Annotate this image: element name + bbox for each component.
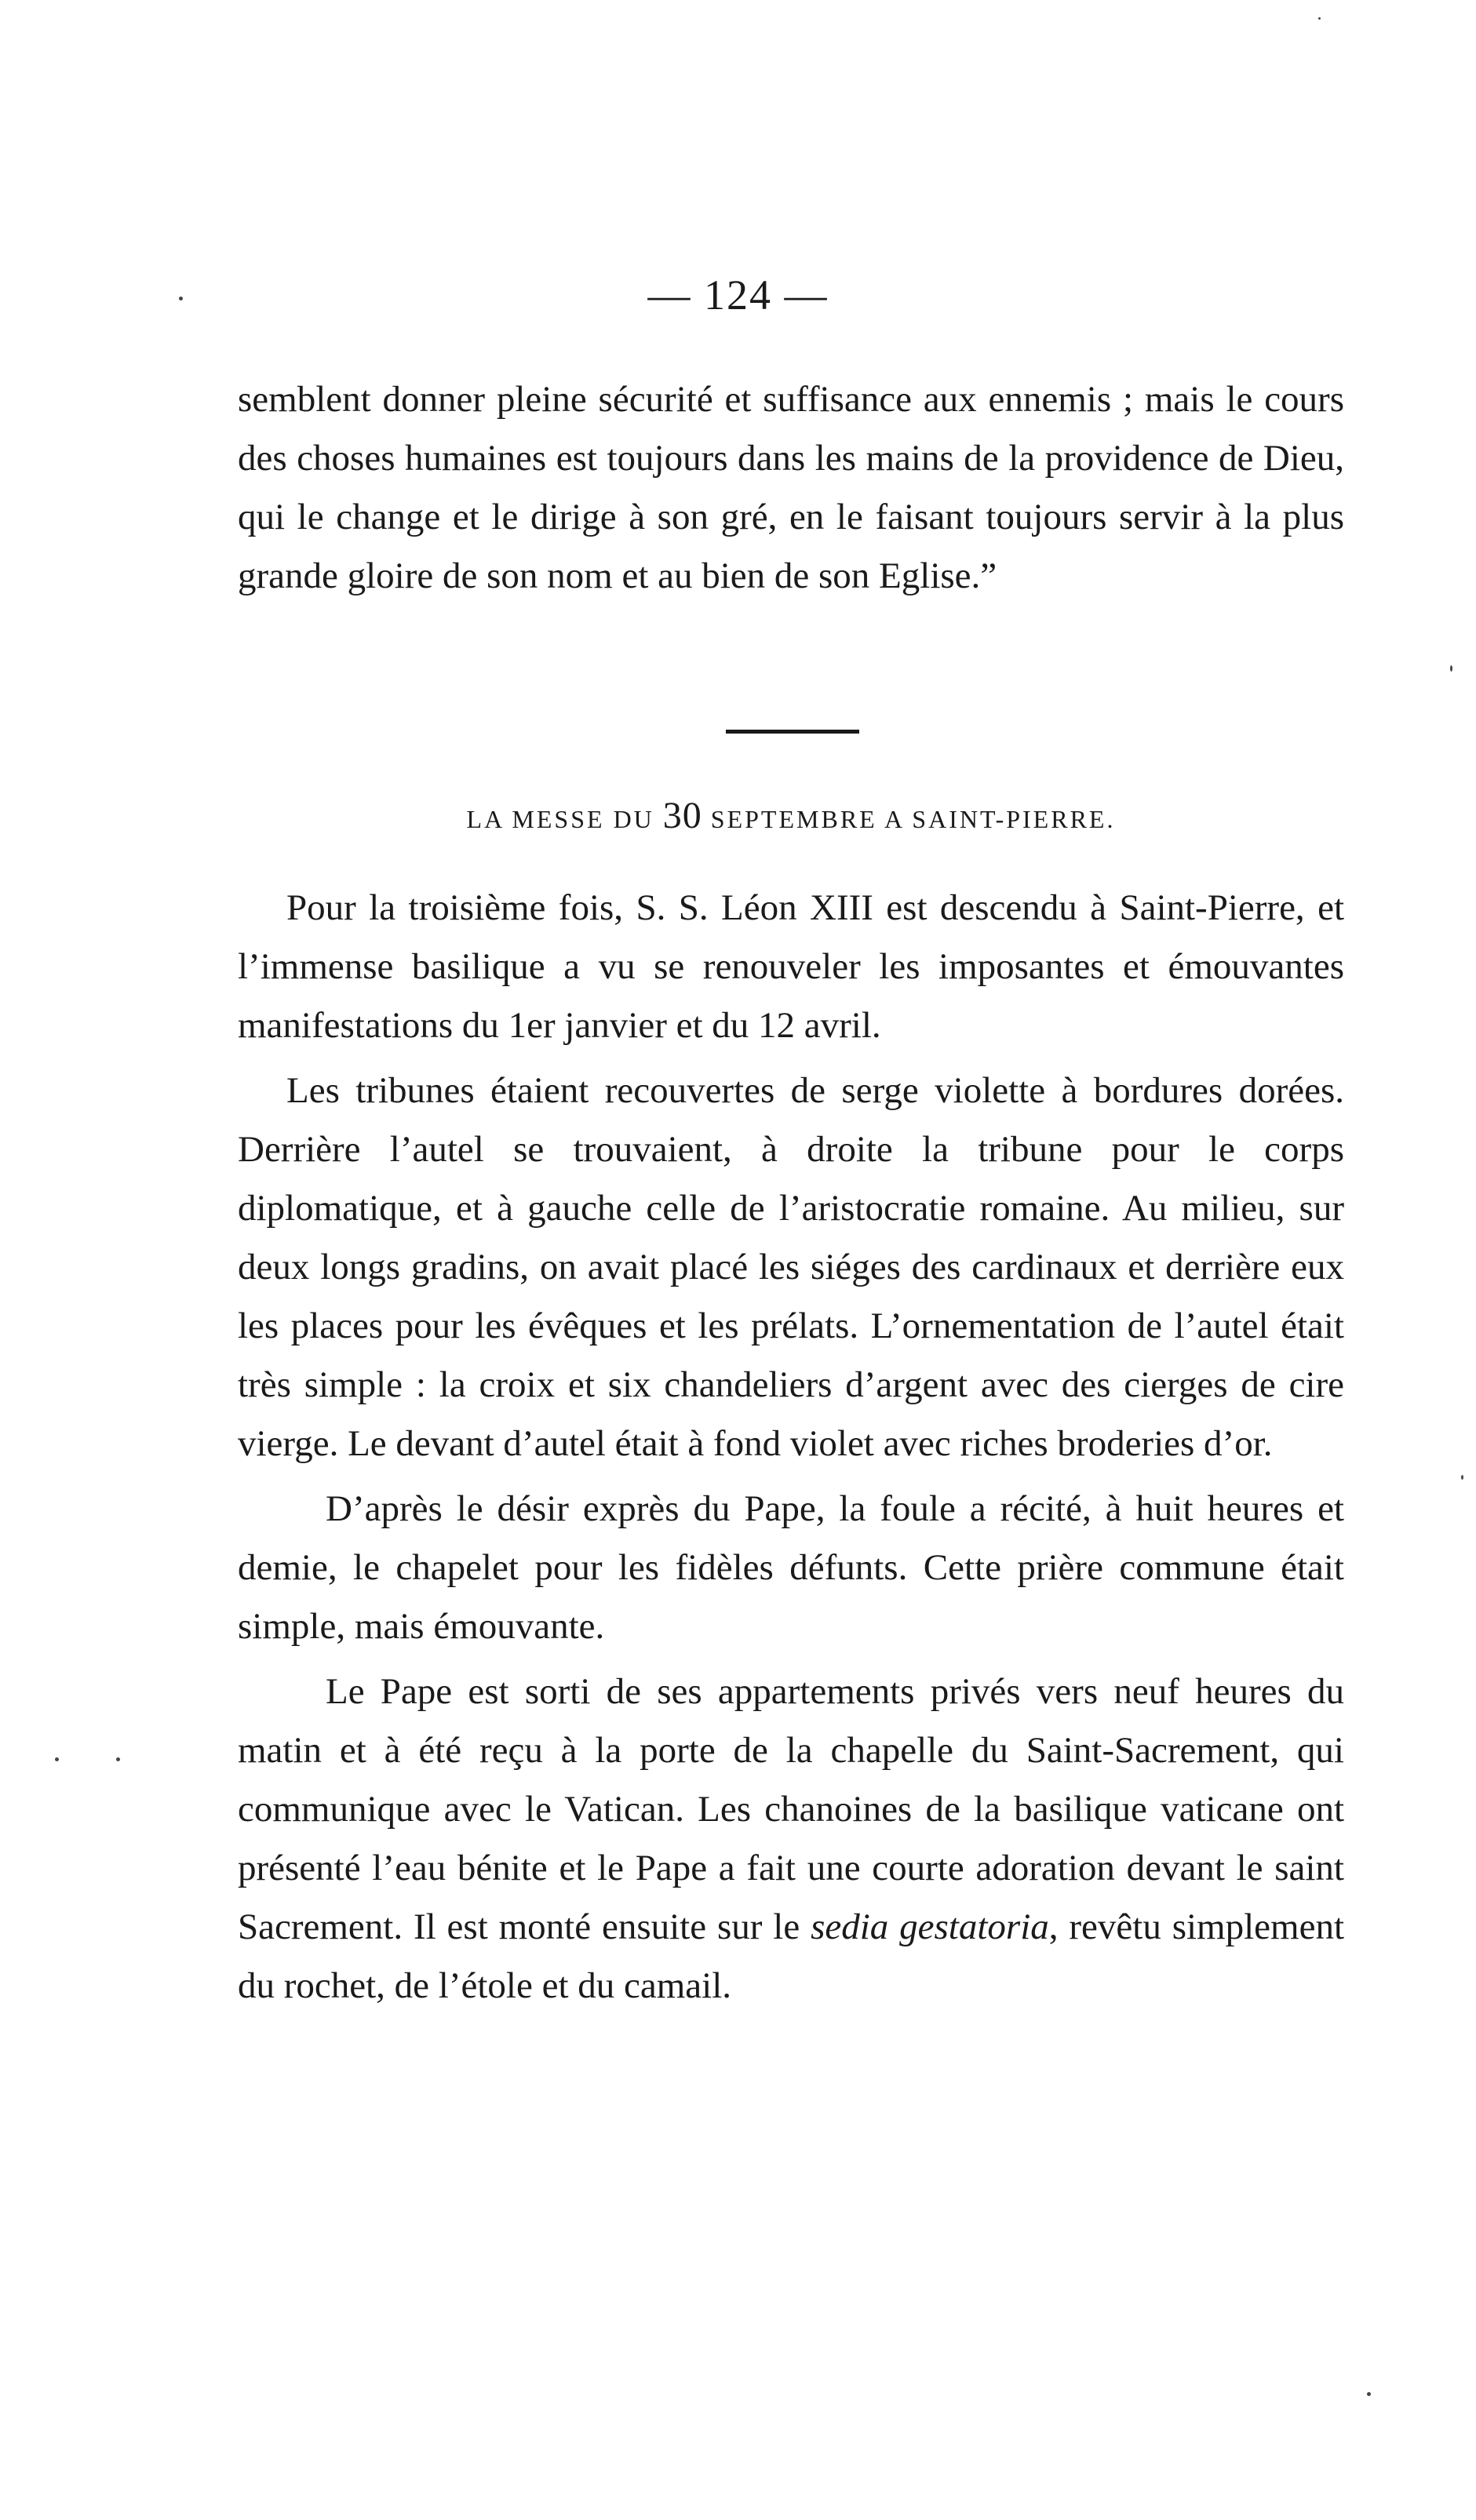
body-paragraph: Pour la troisième fois, S. S. Léon XIII est descendu à Saint-Pierre, et l’immense basilique a vu se renouveler les imposantes et émouvantes manifestations du 1er janvier et du 12 avril. <box>238 887 1344 1046</box>
section-heading-number: 30 <box>662 795 702 836</box>
scan-speck <box>1461 1475 1463 1480</box>
continuation-paragraph: semblent donner pleine sécurité et suffisance aux ennemis ; mais le cours des choses humaines est toujours dans les mains de la providence de Dieu, qui le change et le dirige à son gré, en le faisant toujours servir à la plus grande gloire de son nom et au bien de son Eglise.” <box>238 379 1344 596</box>
scan-speck <box>179 297 183 300</box>
last-paragraph-text-after: , revêtu simplement du rochet, de l’étole et du camail. <box>238 1906 1345 2006</box>
scan-speck <box>1318 17 1321 20</box>
body-paragraph: D’après le désir exprès du Pape, la foule a récité, à huit heures et demie, le chapelet pour les fidèles défunts. Cette prière commune était simple, mais émouvante. <box>238 1488 1344 1647</box>
italic-phrase: sedia gestatoria <box>811 1906 1049 1947</box>
scan-speck <box>55 1757 59 1761</box>
continuation-paragraph-block <box>238 370 1344 606</box>
section-separator-rule <box>726 730 859 734</box>
section-heading-text-before: LA MESSE DU <box>466 805 663 833</box>
section-heading <box>238 792 1344 843</box>
section-heading-text-after: SEPTEMBRE A SAINT-PIERRE. <box>702 805 1116 833</box>
scan-speck <box>1367 2392 1371 2396</box>
body-paragraph-last <box>238 1662 1344 2016</box>
page-number: — 124 — <box>647 271 829 319</box>
scan-speck <box>1450 665 1452 672</box>
section-body <box>238 879 1344 2022</box>
scan-speck <box>116 1757 120 1761</box>
body-paragraph: Les tribunes étaient recouvertes de serge violette à bordures dorées. Derrière l’autel se trouvaient, à droite la tribune pour le corps diplomatique, et à gauche celle de l’aristocratie romaine. Au milieu, sur deux longs gradins, on avait placé les siéges des cardinaux et derrière eux les places pour les évêques et les prélats. L’ornementation de l’autel était très simple : la croix et six chandeliers d’argent avec des cierges de cire vierge. Le devant d’autel était à fond violet avec riches broderies d’or. <box>238 1070 1344 1464</box>
last-paragraph-text-before: Le Pape est sorti de ses appartements privés vers neuf heures du matin et à été reçu à la porte de la chapelle du Saint-Sacrement, qui communique avec le Vatican. Les chanoines de la basilique vaticane ont présenté l’eau bénite et le Pape a fait une courte adoration devant le saint Sacrement. Il est monté ensuite sur le <box>238 1671 1344 1947</box>
